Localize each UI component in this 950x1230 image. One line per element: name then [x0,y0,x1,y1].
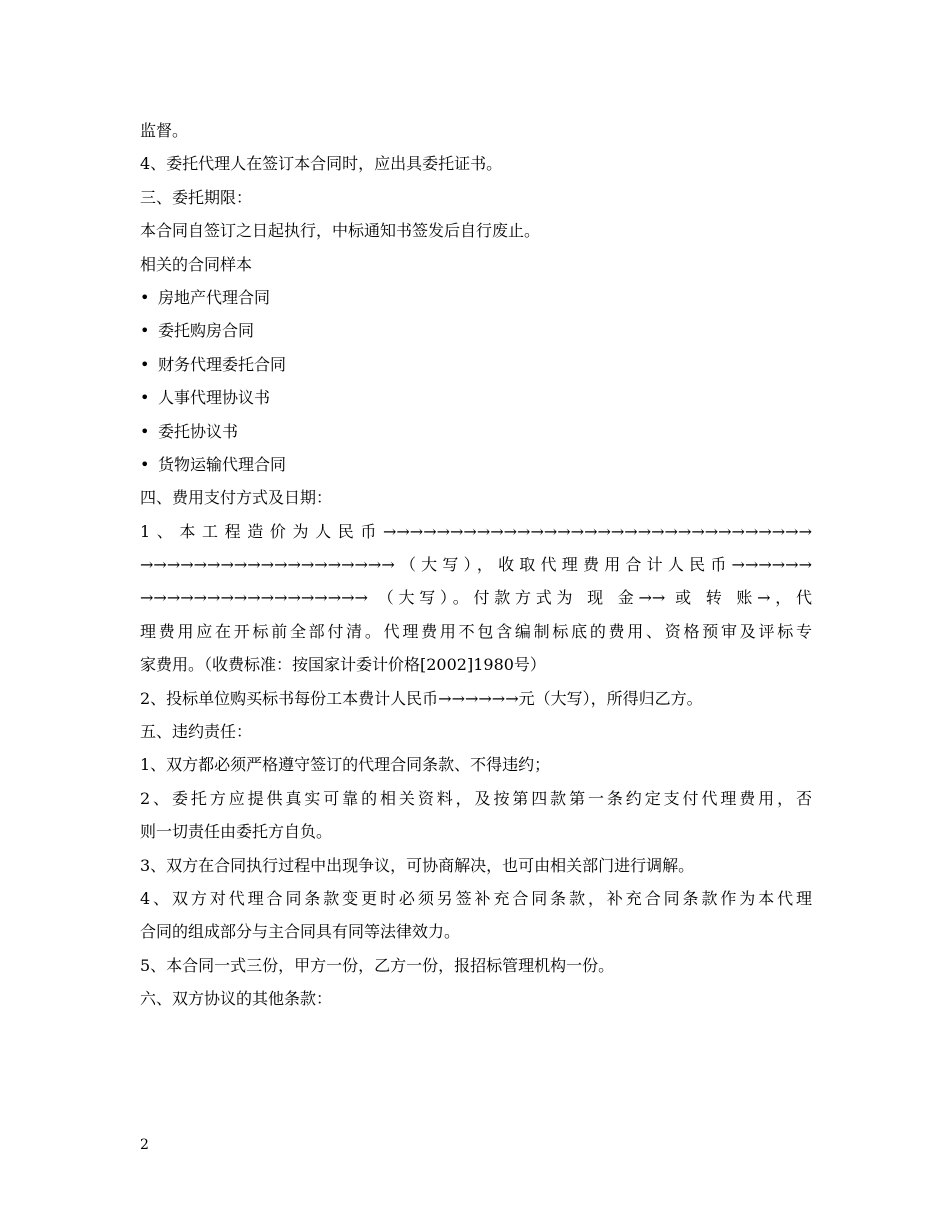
text-line: 1、本工程造价为人民币→→→→→→→→→→→→→→→→→→→→→→→→→→→→→→→→ [140,521,812,541]
list-item-text: 委托购房合同 [158,321,255,341]
text-line: 1、双方都必须严格遵守签订的代理合同条款、不得违约； [140,755,551,775]
bullet-icon: • [140,287,150,307]
list-item [140,348,812,381]
list-item [140,314,812,347]
page-number: 2 [140,1137,149,1153]
text-line: 相关的合同样本 [140,254,253,274]
bullet-icon: • [140,388,150,408]
text-line: →→→→→→→→→→→→→→→→→→→（大写），收取代理费用合计人民币→→→→→→ [140,555,812,575]
text-line: 理费用应在开标前全部付清。代理费用不包含编制标底的费用、资格预审及评标专 [140,621,812,641]
text-line: 本合同自签订之日起执行，中标通知书签发后自行废止。 [140,221,541,241]
text-line: 三、委托期限： [140,187,253,207]
text-line: 4、委托代理人在签订本合同时，应出具委托证书。 [140,154,503,174]
list-item-text: 货物运输代理合同 [158,454,287,474]
bullet-icon: • [140,454,150,474]
list-item [140,415,812,448]
list-item [140,281,812,314]
text-line: 监督。 [140,121,189,140]
bullet-icon: • [140,321,150,341]
text-line: 五、违约责任： [140,722,253,742]
list-item-text: 委托协议书 [158,421,239,441]
list-item-text: 财务代理委托合同 [158,354,287,374]
text-line: 2、委托方应提供真实可靠的相关资料，及按第四款第一条约定支付代理费用，否 [140,788,812,808]
text-line: 4、双方对代理合同条款变更时必须另签补充合同条款，补充合同条款作为本代理 [140,888,812,908]
text-line: 2、投标单位购买标书每份工本费计人民币→→→→→→元（大写），所得归乙方。 [140,688,703,708]
list-item [140,448,812,481]
bullet-icon: • [140,421,150,441]
text-line: 则一切责任由委托方自负。 [140,822,333,842]
text-line: →→→→→→→→→→→→→→→→→ （大写）。付款方式为 现 金→→ 或 转 账→，代 [140,588,812,608]
text-line: 合同的组成部分与主合同具有同等法律效力。 [140,922,461,942]
text-line: 5、本合同一式三份，甲方一份，乙方一份，报招标管理机构一份。 [140,955,615,975]
list-item-text: 房地产代理合同 [158,287,271,307]
list-item [140,381,812,414]
list-item-text: 人事代理协议书 [158,388,271,408]
document-body [140,114,812,1016]
bullet-icon: • [140,354,150,374]
text-line: 家费用。（收费标准：按国家计委计价格[2002]1980号） [140,655,546,675]
text-line: 四、费用支付方式及日期： [140,488,333,508]
text-line: 六、双方协议的其他条款： [140,989,333,1009]
text-line: 3、双方在合同执行过程中出现争议，可协商解决，也可由相关部门进行调解。 [140,855,695,875]
